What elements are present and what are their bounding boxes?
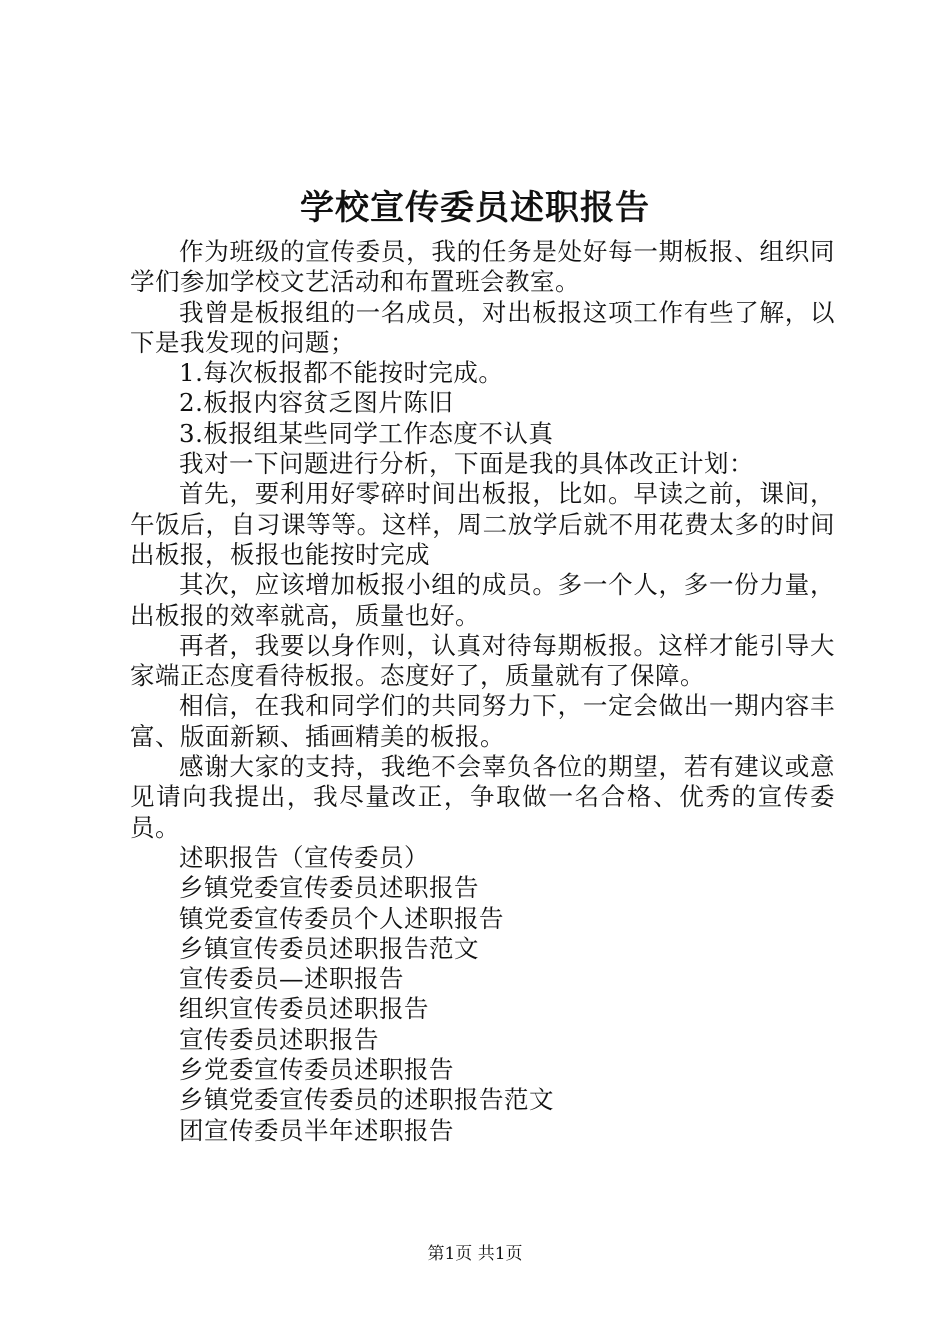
related-title: 宣传委员—述职报告 xyxy=(179,964,404,994)
paragraph: 其次，应该增加板报小组的成员。多一个人，多一份力量，出板报的效率就高，质量也好。 xyxy=(130,570,835,630)
paragraph: 作为班级的宣传委员，我的任务是处好每一期板报、组织同学们参加学校文艺活动和布置班会教室。 xyxy=(130,237,835,297)
related-title: 镇党委宣传委员个人述职报告 xyxy=(179,903,504,933)
page-footer: 第1页 共1页 xyxy=(427,1244,523,1264)
related-title: 乡党委宣传委员述职报告 xyxy=(179,1055,454,1085)
issue-item: 1.每次板报都不能按时完成。 xyxy=(179,358,504,388)
related-title: 述职报告（宣传委员） xyxy=(179,842,429,872)
document-title: 学校宣传委员述职报告 xyxy=(300,188,650,228)
paragraph: 我对一下问题进行分析，下面是我的具体改正计划： xyxy=(179,449,754,479)
paragraph: 感谢大家的支持，我绝不会辜负各位的期望，若有建议或意见请向我提出，我尽量改正，争取做一名合格、优秀的宣传委员。 xyxy=(130,752,835,842)
related-title: 组织宣传委员述职报告 xyxy=(179,994,429,1024)
paragraph: 相信，在我和同学们的共同努力下，一定会做出一期内容丰富、版面新颖、插画精美的板报。 xyxy=(130,691,835,751)
document-body xyxy=(130,237,835,1146)
related-title: 宣传委员述职报告 xyxy=(179,1024,379,1054)
issue-item: 2.板报内容贫乏图片陈旧 xyxy=(179,388,454,418)
paragraph: 再者，我要以身作则，认真对待每期板报。这样才能引导大家端正态度看待板报。态度好了，质量就有了保障。 xyxy=(130,630,835,691)
related-title: 乡镇宣传委员述职报告范文 xyxy=(179,933,479,963)
related-title: 团宣传委员半年述职报告 xyxy=(179,1115,454,1145)
issue-item: 3.板报组某些同学工作态度不认真 xyxy=(179,418,554,448)
paragraph: 我曾是板报组的一名成员，对出板报这项工作有些了解，以下是我发现的问题； xyxy=(130,297,835,357)
related-title: 乡镇党委宣传委员的述职报告范文 xyxy=(179,1085,554,1115)
paragraph: 首先，要利用好零碎时间出板报，比如。早读之前，课间，午饭后，自习课等等。这样，周二放学后就不用花费太多的时间出板报，板报也能按时完成 xyxy=(130,479,835,569)
related-title: 乡镇党委宣传委员述职报告 xyxy=(179,873,479,903)
